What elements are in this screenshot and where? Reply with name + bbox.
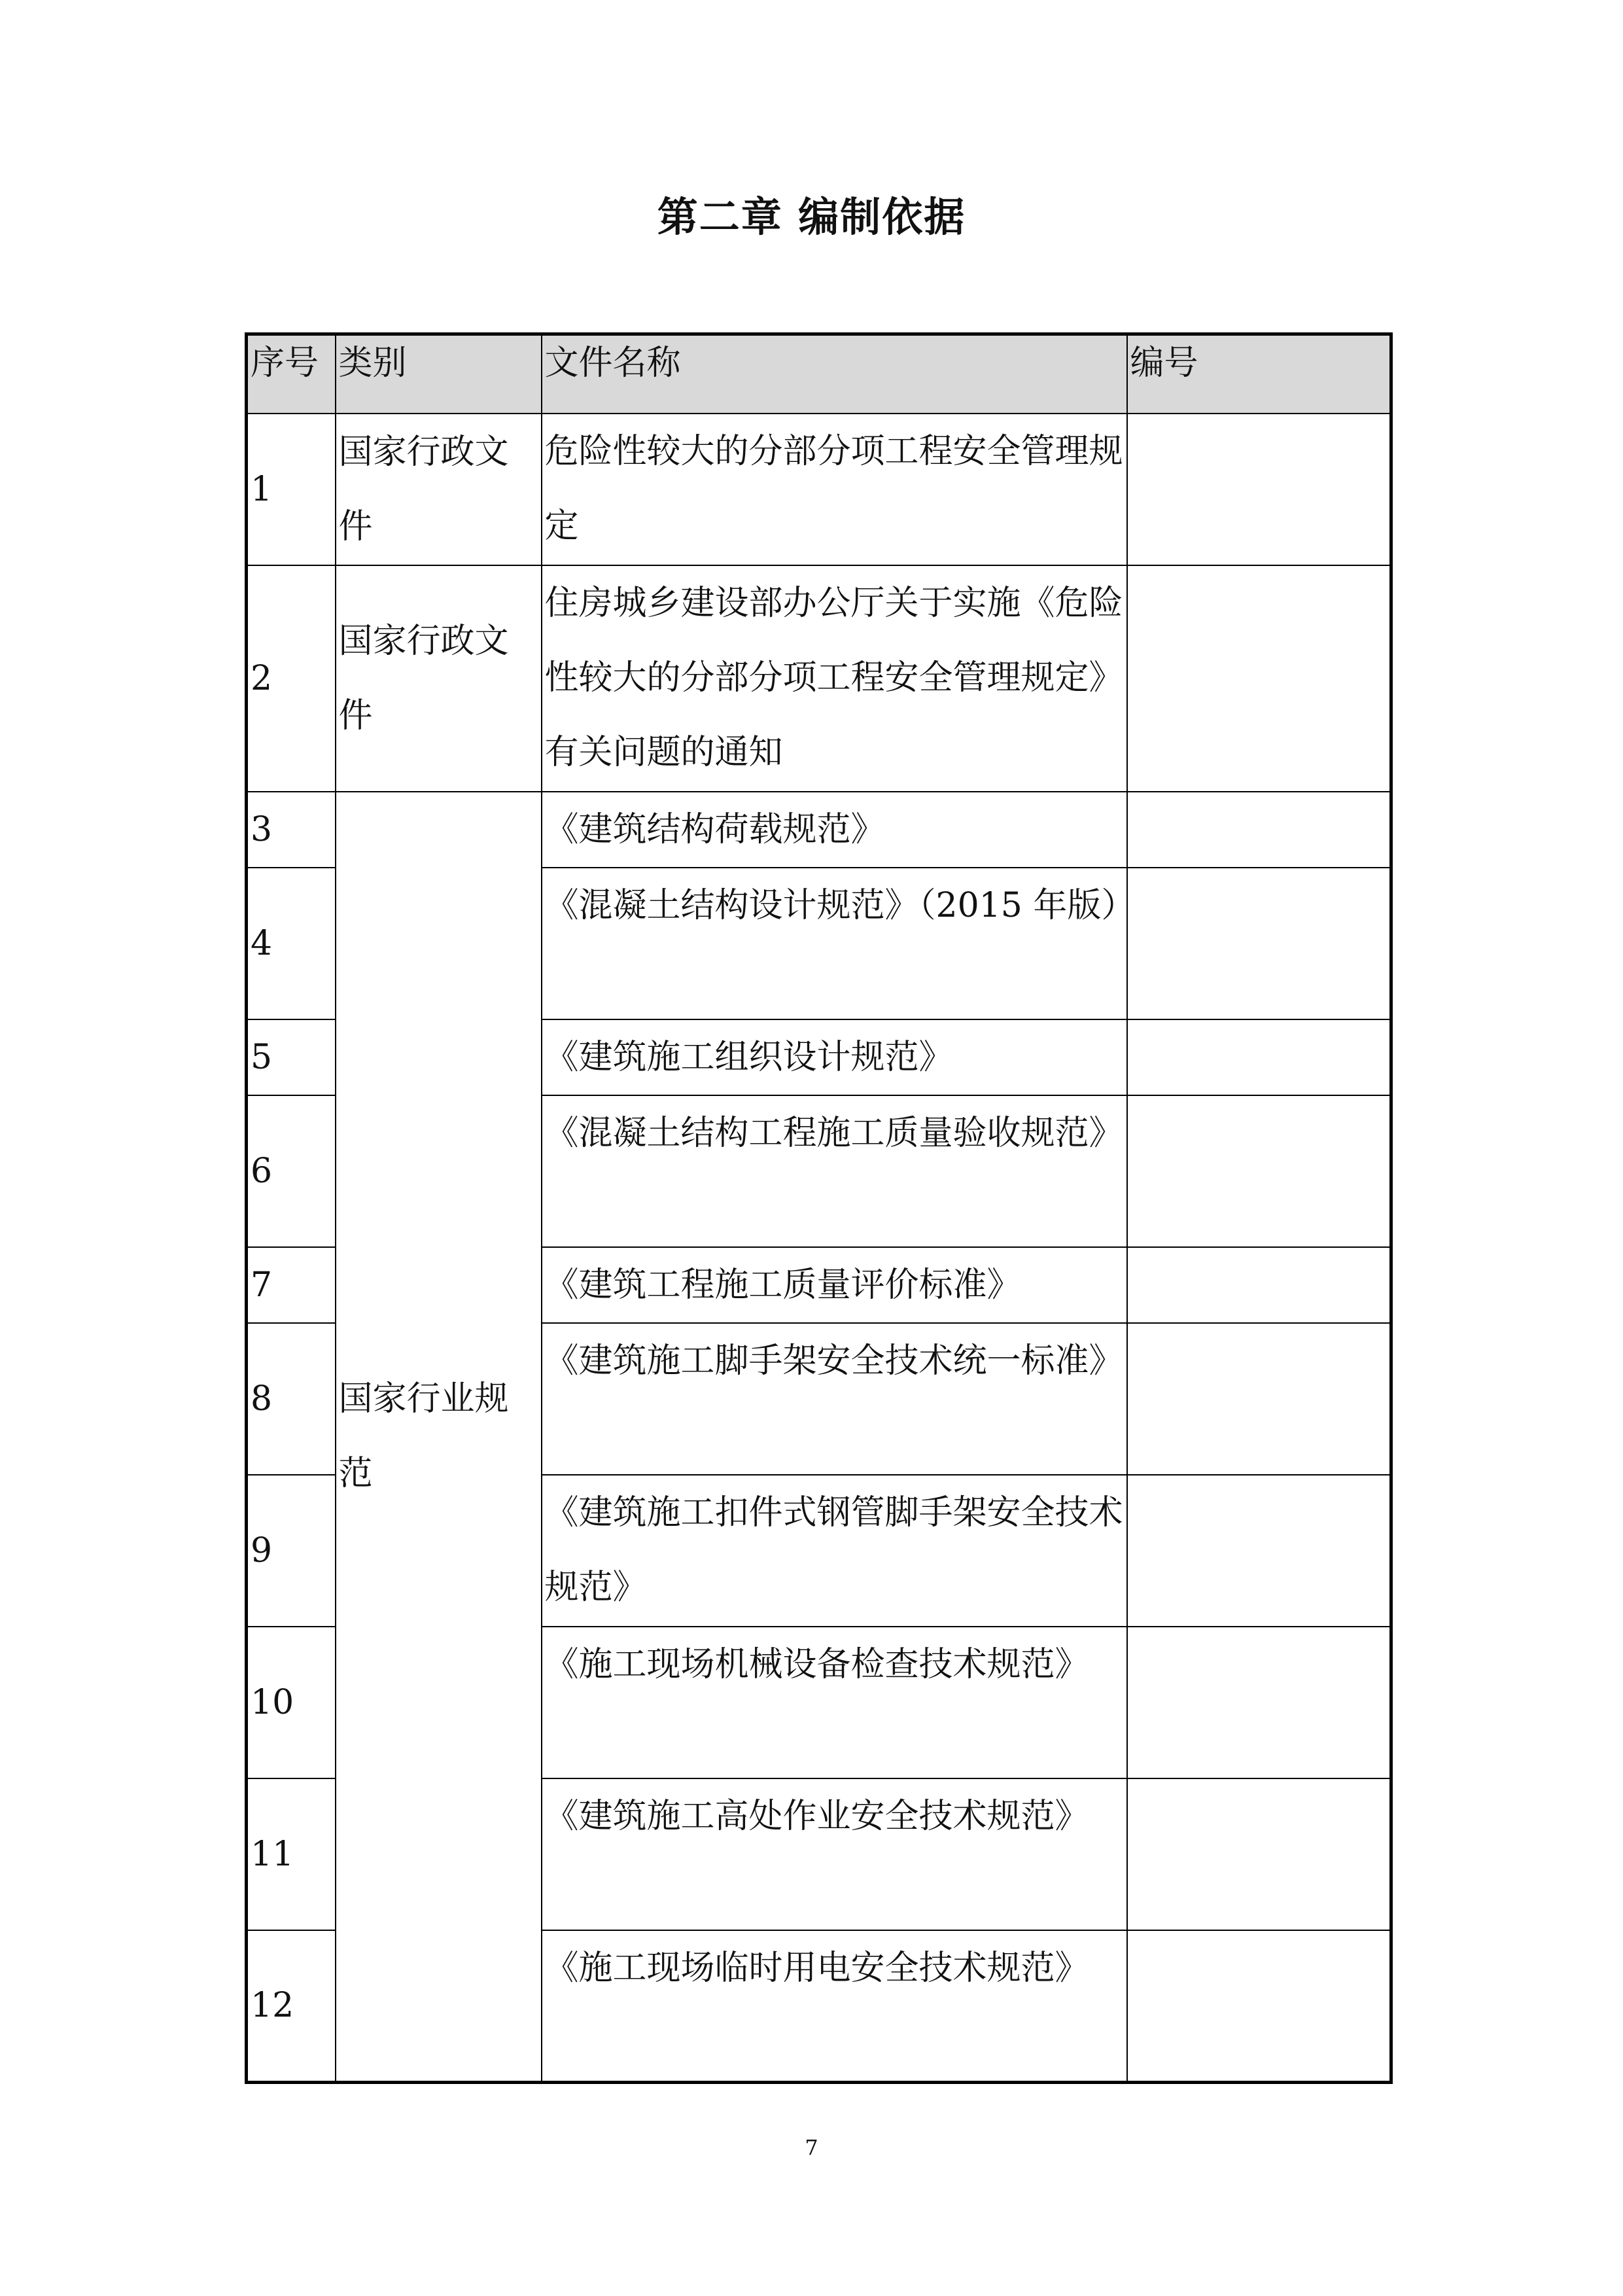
row-code bbox=[1127, 792, 1391, 868]
page-title: 第二章 编制依据 bbox=[657, 193, 966, 241]
row-document-name: 住房城乡建设部办公厅关于实施《危险性较大的分部分项工程安全管理规定》有关问题的通知 bbox=[542, 565, 1127, 792]
table-row bbox=[247, 565, 1391, 792]
row-document-name: 《建筑施工高处作业安全技术规范》 bbox=[542, 1778, 1127, 1930]
row-code bbox=[1127, 1019, 1391, 1095]
row-document-name: 《混凝土结构工程施工质量验收规范》 bbox=[542, 1095, 1127, 1247]
header-code: 编号 bbox=[1127, 334, 1391, 414]
row-code bbox=[1127, 565, 1391, 792]
row-index: 3 bbox=[247, 792, 336, 868]
row-document-name: 危险性较大的分部分项工程安全管理规定 bbox=[542, 414, 1127, 565]
row-code bbox=[1127, 414, 1391, 565]
row-code bbox=[1127, 868, 1391, 1019]
table-row bbox=[247, 414, 1391, 565]
row-document-name: 《混凝土结构设计规范》（2015 年版） bbox=[542, 868, 1127, 1019]
row-index: 7 bbox=[247, 1247, 336, 1323]
page-number: 7 bbox=[805, 2135, 818, 2160]
row-document-name: 《建筑施工组织设计规范》 bbox=[542, 1019, 1127, 1095]
row-index: 9 bbox=[247, 1475, 336, 1627]
row-index: 2 bbox=[247, 565, 336, 792]
row-document-name: 《建筑结构荷载规范》 bbox=[542, 792, 1127, 868]
row-index: 1 bbox=[247, 414, 336, 565]
table-header-row bbox=[247, 334, 1391, 414]
row-category-merged: 国家行业规范 bbox=[336, 792, 542, 2082]
row-index: 11 bbox=[247, 1778, 336, 1930]
header-document-name: 文件名称 bbox=[542, 334, 1127, 414]
row-category: 国家行政文件 bbox=[336, 414, 542, 565]
row-code bbox=[1127, 1778, 1391, 1930]
row-document-name: 《施工现场机械设备检查技术规范》 bbox=[542, 1627, 1127, 1778]
row-code bbox=[1127, 1095, 1391, 1247]
row-index: 4 bbox=[247, 868, 336, 1019]
header-category: 类别 bbox=[336, 334, 542, 414]
row-document-name: 《建筑施工脚手架安全技术统一标准》 bbox=[542, 1323, 1127, 1475]
row-code bbox=[1127, 1247, 1391, 1323]
row-index: 5 bbox=[247, 1019, 336, 1095]
row-index: 10 bbox=[247, 1627, 336, 1778]
row-code bbox=[1127, 1323, 1391, 1475]
row-category: 国家行政文件 bbox=[336, 565, 542, 792]
row-index: 12 bbox=[247, 1930, 336, 2082]
table-row bbox=[247, 792, 1391, 868]
row-document-name: 《建筑工程施工质量评价标准》 bbox=[542, 1247, 1127, 1323]
row-code bbox=[1127, 1475, 1391, 1627]
row-code bbox=[1127, 1627, 1391, 1778]
header-index: 序号 bbox=[247, 334, 336, 414]
row-index: 6 bbox=[247, 1095, 336, 1247]
row-index: 8 bbox=[247, 1323, 336, 1475]
basis-table bbox=[245, 332, 1393, 2084]
row-code bbox=[1127, 1930, 1391, 2082]
row-document-name: 《施工现场临时用电安全技术规范》 bbox=[542, 1930, 1127, 2082]
row-document-name: 《建筑施工扣件式钢管脚手架安全技术规范》 bbox=[542, 1475, 1127, 1627]
